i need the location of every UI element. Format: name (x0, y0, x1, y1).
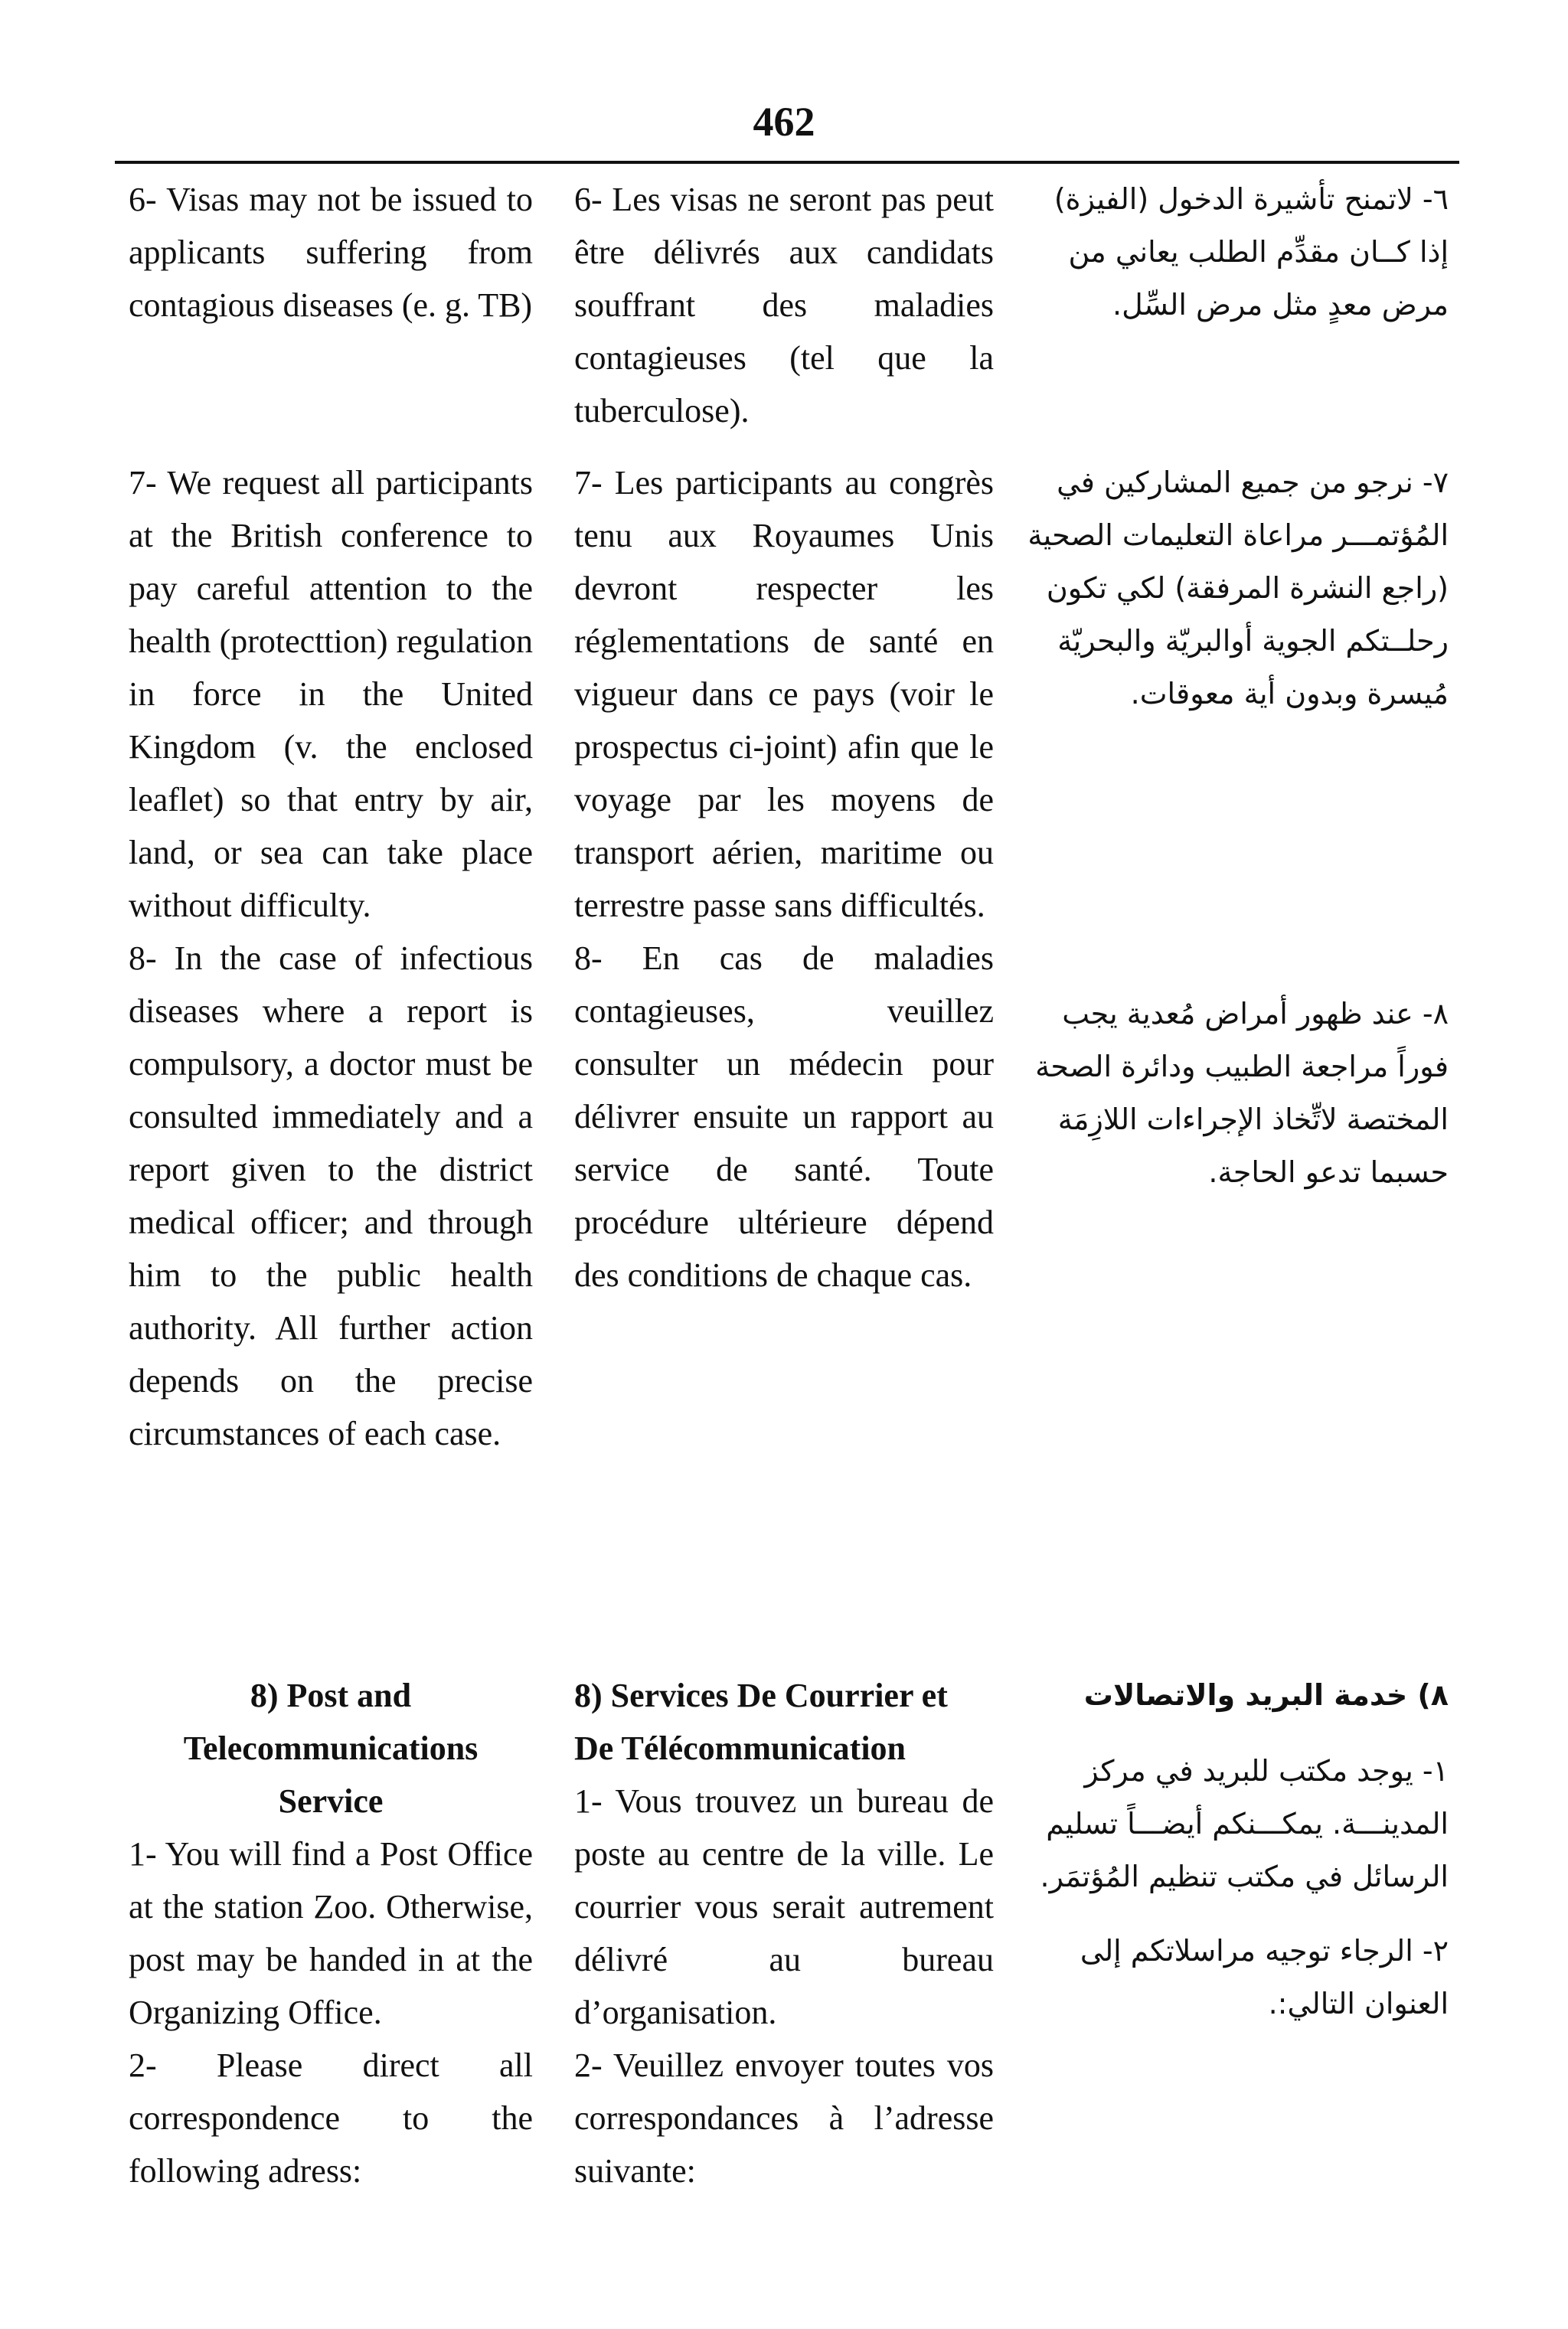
arabic-health-block (1023, 456, 1449, 720)
arabic-health-item: ٧- نرجو من جميع المشاركين في المُؤتمـــر مراعاة التعليمات الصحية (راجع النشرة المرفقة) لكي تكون رحلــتكم الجوية أوالبريّة والبحريّة مُيسرة وبدون أية معوقات. (1027, 465, 1449, 710)
english-post-item-1: 1- You will find a Post Office at the station Zoo. Otherwise, post may be handed in at the Organizing Office. (129, 1835, 533, 2031)
arabic-post-heading: ٨) خدمة البريد والاتصالات (1083, 1678, 1449, 1712)
french-visa-item: 6- Les visas ne seront pas peut être délivrés aux candidats souffrant des maladies contagieuses (tel que la tuberculose). (574, 181, 994, 430)
english-visa-item: 6- Visas may not be issued to applicants suffering from contagious diseases (e. g. TB) (129, 181, 533, 324)
french-disease-item: 8- En cas de maladies contagieuses, veuillez consulter un médecin pour délivrer ensuite un rapport au service de santé. Toute procédure ultérieure dépend des conditions de chaque cas. (574, 939, 994, 1294)
english-disease-item: 8- In the case of infectious diseases where a report is compulsory, a doctor must be consulted immediately and a report given to the district medical officer; and through him to the public health authority. All further action depends on the precise circumstances of each case. (129, 939, 533, 1452)
english-health-block (129, 456, 533, 1460)
arabic-post-item-2: ٢- الرجاء توجيه مراسلاتكم إلى العنوان التالي:. (1080, 1934, 1449, 2020)
english-post-block (129, 1669, 533, 2197)
english-post-item-2: 2- Please direct all correspondence to the following adress: (129, 2046, 533, 2190)
french-post-block (574, 1669, 994, 2197)
page-number: 462 (753, 99, 815, 145)
english-post-heading: 8) Post and Telecommunications Service (183, 1677, 479, 1820)
header-rule (115, 161, 1459, 164)
french-health-item: 7- Les participants au congrès tenu aux Royaumes Unis devront respecter les réglementations de santé en vigueur dans ce pays (voir le prospectus ci-joint) afin que le voyage par les moyens de transport aérien, maritime ou terrestre passe sans difficultés. (574, 464, 994, 924)
french-post-item-1: 1- Vous trouvez un bureau de poste au centre de la ville. Le courrier vous serait autrement délivré au bureau d’organisation. (574, 1782, 994, 2031)
arabic-disease-item: ٨- عند ظهور أمراض مُعدية يجب فوراً مراجعة الطبيب ودائرة الصحة المختصة لاتِّخاذ الإجراءات اللازِمَة حسبما تدعو الحاجة. (1035, 997, 1449, 1189)
english-health-item: 7- We request all participants at the British conference to pay careful attention to the health (protecttion) regulation in force in the United Kingdom (v. the enclosed leaflet) so that entry by air, land, or sea can take place without difficulty. (129, 464, 533, 924)
arabic-post-block (1023, 1669, 1449, 2030)
arabic-disease-block (1023, 988, 1449, 1199)
arabic-visa-block (1023, 173, 1449, 332)
french-column (574, 173, 994, 437)
french-post-heading: 8) Services De Courrier et De Télécommunication (574, 1677, 948, 1767)
arabic-visa-item: ٦- لاتمنح تأشيرة الدخول (الفيزة) إذا كــان مقدِّم الطلب يعاني من مرض معدٍ مثل مرض السِّل. (1054, 182, 1449, 322)
french-health-block (574, 456, 994, 1302)
french-post-item-2: 2- Veuillez envoyer toutes vos correspondances à l’adresse suivante: (574, 2046, 994, 2190)
english-column (129, 173, 533, 332)
arabic-post-item-1: ١- يوجد مكتب للبريد في مركز المدينـــة. يمكـــنكم أيضـــاً تسليم الرسائل في مكتب تنظيم المُؤتمَر. (1040, 1754, 1449, 1893)
